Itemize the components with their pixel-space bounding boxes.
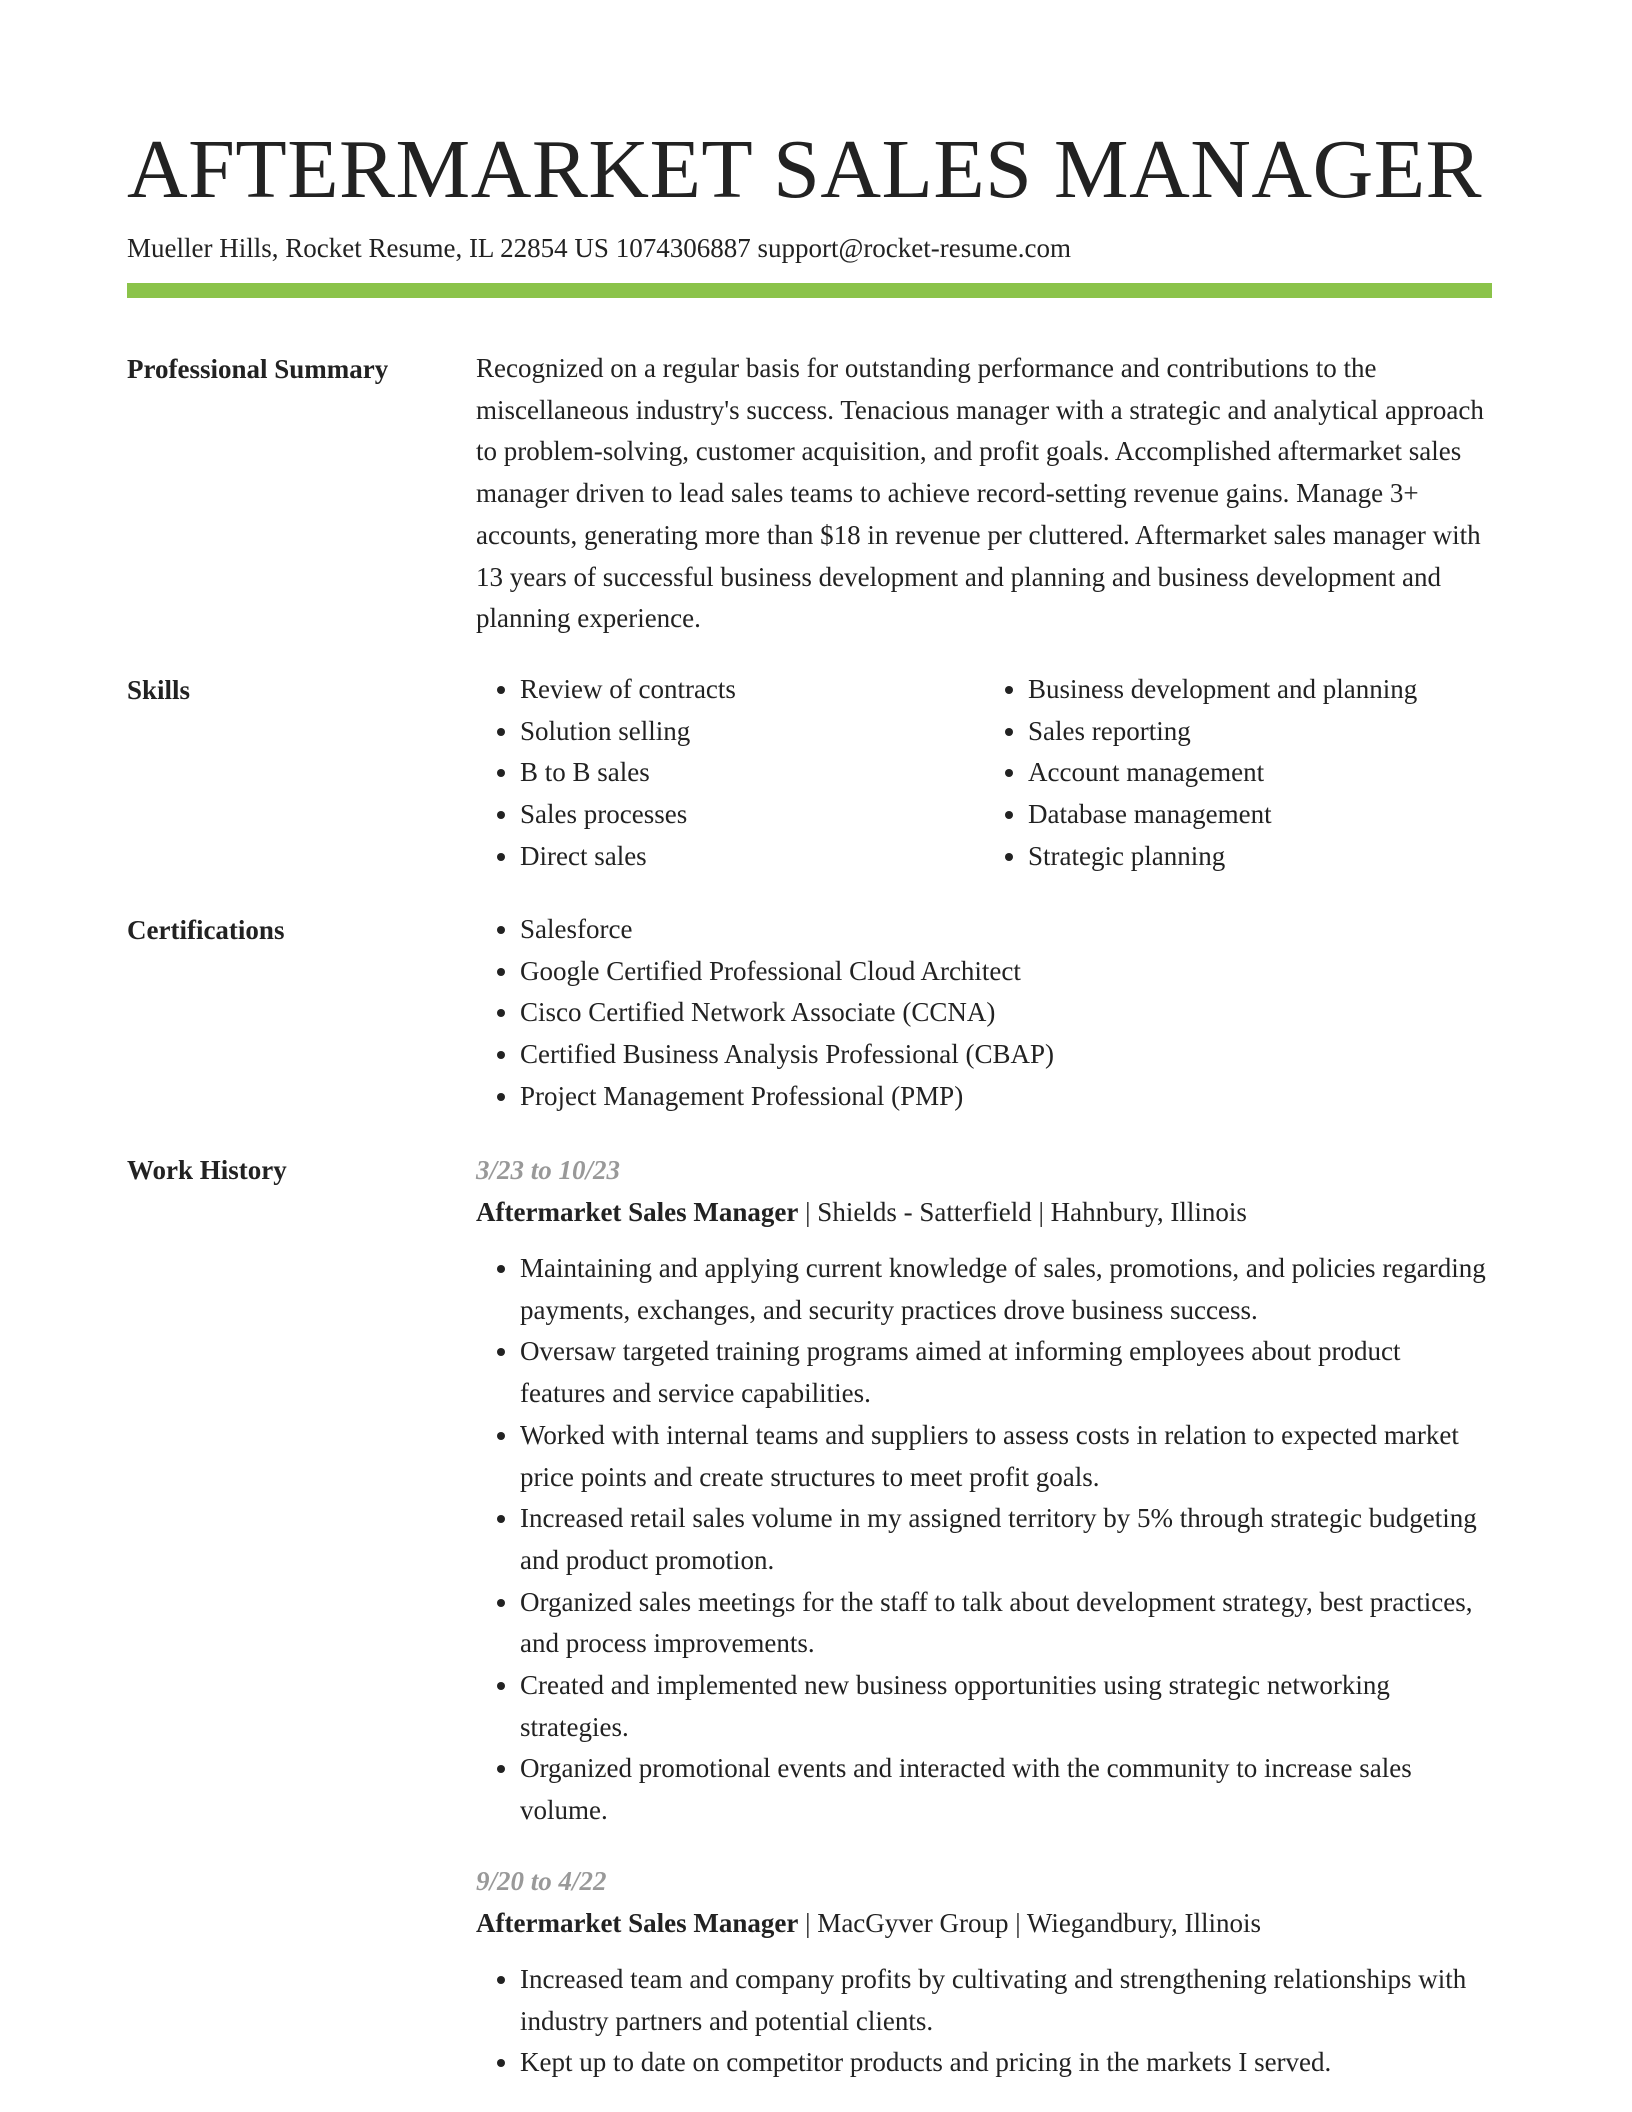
certification-item: • Google Certified Professional Cloud Architect xyxy=(520,951,1492,993)
job-bullets xyxy=(476,1959,1492,2084)
contact-address: Mueller Hills, Rocket Resume, IL 22854 US xyxy=(127,233,609,263)
skill-item: • Review of contracts xyxy=(520,669,984,711)
job-bullet: • Organized promotional events and interacted with the community to increase sales volume. xyxy=(520,1748,1492,1831)
job-dates: 9/20 to 4/22 xyxy=(476,1865,607,1896)
job-bullet: • Created and implemented new business opportunities using strategic networking strategies. xyxy=(520,1665,1492,1748)
skill-item: • Solution selling xyxy=(520,711,984,753)
job-dates: 3/23 to 10/23 xyxy=(476,1155,621,1185)
contact-phone: 1074306887 xyxy=(615,233,751,263)
job-entry xyxy=(476,1149,1492,1832)
job-role: Aftermarket Sales Manager xyxy=(476,1907,799,1938)
job-bullet: • Maintaining and applying current knowledge of sales, promotions, and policies regarding payments, exchanges, and security practices drove business success. xyxy=(520,1248,1492,1331)
job-details: | MacGyver Group | Wiegandbury, Illinois xyxy=(798,1907,1262,1938)
skill-item: • Strategic planning xyxy=(1028,836,1492,878)
certifications-list xyxy=(476,909,1492,1118)
skill-item: • B to B sales xyxy=(520,752,984,794)
job-bullet: • Worked with internal teams and suppliers to assess costs in relation to expected market price points and create structures to meet profit goals. xyxy=(520,1415,1492,1498)
skill-item: • Sales processes xyxy=(520,794,984,836)
certifications-heading: Certifications xyxy=(127,915,285,945)
skill-item: • Sales reporting xyxy=(1028,711,1492,753)
job-bullet: • Increased team and company profits by cultivating and strengthening relationships with industry partners and potential clients. xyxy=(520,1959,1492,2042)
skills-list-right xyxy=(984,669,1492,878)
job-bullet: • Oversaw targeted training programs aimed at informing employees about product features and service capabilities. xyxy=(520,1331,1492,1414)
certification-item: • Salesforce xyxy=(520,909,1492,951)
certification-item: • Project Management Professional (PMP) xyxy=(520,1076,1492,1118)
job-title-line xyxy=(476,1191,1492,1233)
skills-body xyxy=(476,669,1492,878)
job-entry xyxy=(476,1860,1492,2084)
skill-item: • Account management xyxy=(1028,752,1492,794)
resume-title: AFTERMARKET SALES MANAGER xyxy=(127,123,1483,216)
skill-item: • Direct sales xyxy=(520,836,984,878)
skills-heading: Skills xyxy=(127,675,191,705)
summary-body xyxy=(476,348,1492,640)
contact-line xyxy=(127,230,1071,266)
skill-item: • Database management xyxy=(1028,794,1492,836)
certification-item: • Certified Business Analysis Professional (CBAP) xyxy=(520,1034,1492,1076)
job-bullet: • Kept up to date on competitor products and pricing in the markets I served. xyxy=(520,2042,1492,2084)
summary-heading: Professional Summary xyxy=(127,354,389,384)
certification-item: • Cisco Certified Network Associate (CCNA) xyxy=(520,992,1492,1034)
job-bullet: • Organized sales meetings for the staff to talk about development strategy, best practices, and process improvements. xyxy=(520,1582,1492,1665)
skill-item: • Business development and planning xyxy=(1028,669,1492,711)
job-bullet: • Increased retail sales volume in my assigned territory by 5% through strategic budgeting and product promotion. xyxy=(520,1498,1492,1581)
summary-text: Recognized on a regular basis for outstanding performance and contributions to the miscellaneous industry's success. Tenacious manager with a strategic and analytical approach to problem-solving, customer acquisition, and profit goals. Accomplished aftermarket sales manager driven to lead sales teams to achieve record-setting revenue gains. Manage 3+ accounts, generating more than $18 in revenue per cluttered. Aftermarket sales manager with 13 years of successful business development and planning and business development and planning experience. xyxy=(476,353,1484,634)
job-title-line xyxy=(476,1902,1492,1944)
job-details: | Shields - Satterfield | Hahnbury, Illinois xyxy=(798,1197,1247,1227)
work-history-heading: Work History xyxy=(127,1155,287,1185)
work-history-body xyxy=(476,1149,1492,2084)
header-divider xyxy=(127,283,1492,298)
certifications-body xyxy=(476,909,1492,1118)
job-bullets xyxy=(476,1248,1492,1832)
skills-list-left xyxy=(476,669,984,878)
contact-email: support@rocket-resume.com xyxy=(757,233,1071,263)
job-role: Aftermarket Sales Manager xyxy=(476,1197,799,1227)
